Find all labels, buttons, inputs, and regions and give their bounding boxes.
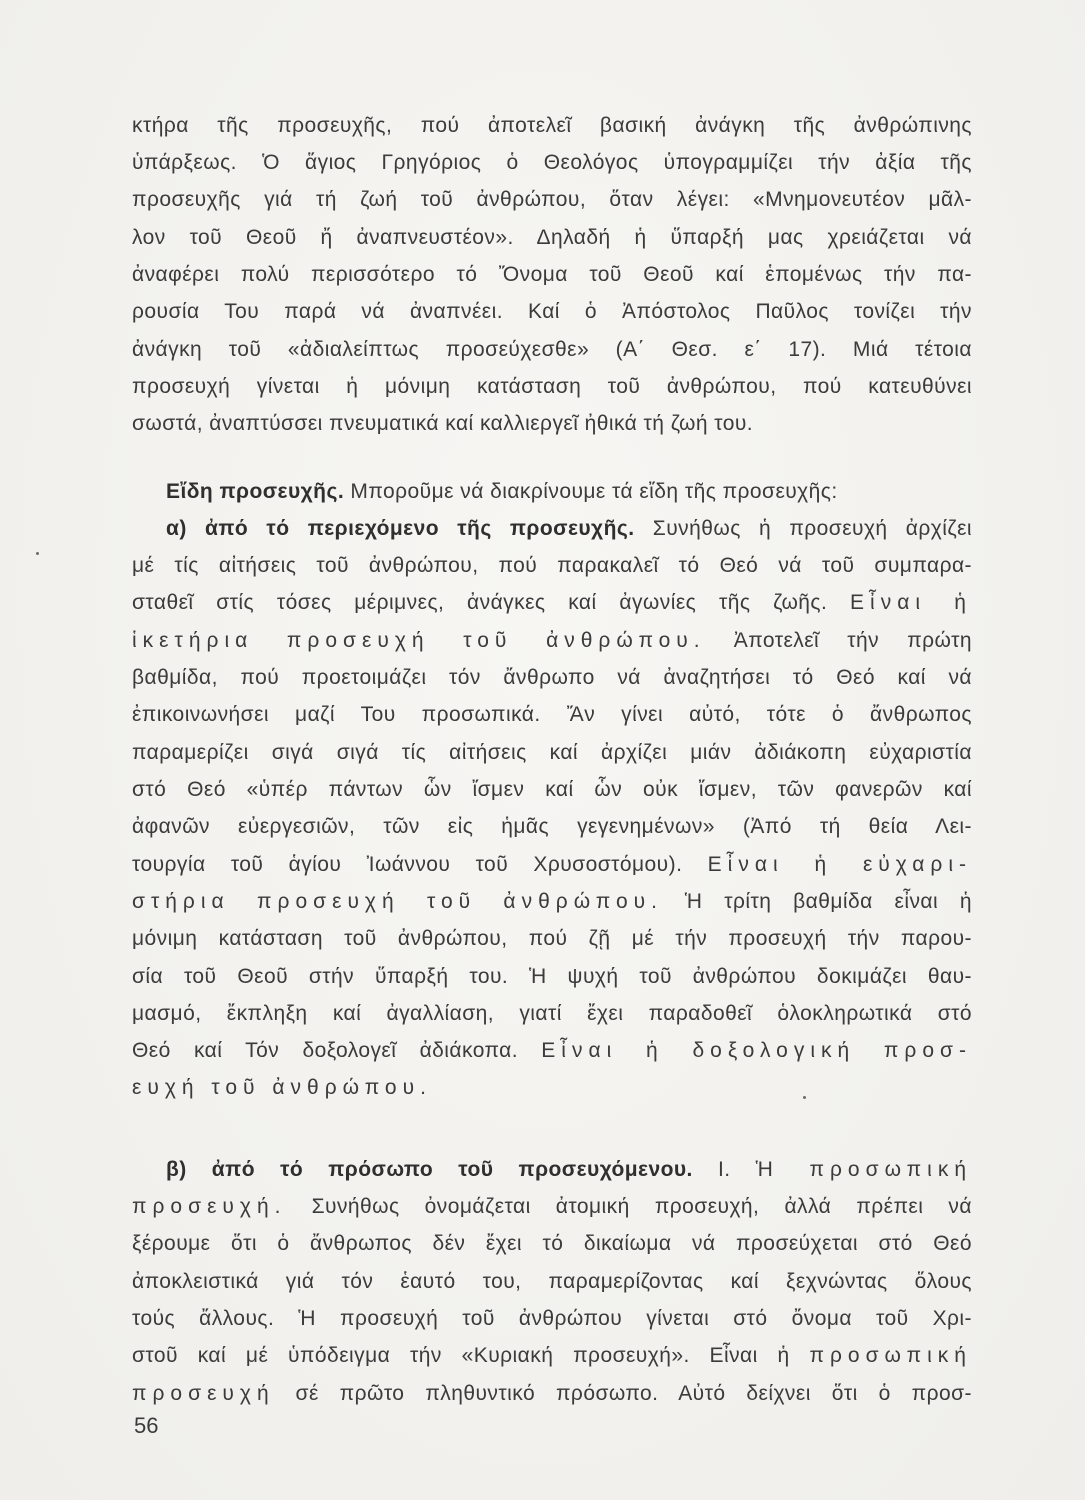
spaced-emphasis: προσευχή. xyxy=(132,1195,287,1218)
text-span: τουργία τοῦ ἁγίου Ἰωάννου τοῦ Χρυσοστόμου). xyxy=(132,853,683,876)
paragraph-line: ἀποκλειστικά γιά τόν ἑαυτό του, παραμερίζοντας καί ξεχνώντας ὅλους xyxy=(132,1270,972,1293)
paragraph-line: ἀναφέρει πολύ περισσότερο τό Ὄνομα τοῦ Θεοῦ καί ἑπομένως τήν πα- xyxy=(132,263,972,286)
paragraph-line: λον τοῦ Θεοῦ ἤ ἀναπνευστέον». Δηλαδή ἡ ὕπαρξή μας χρειάζεται νά xyxy=(132,226,972,249)
section-number: Ι. xyxy=(717,1158,731,1181)
paragraph-line xyxy=(132,1074,972,1102)
paragraph-line xyxy=(132,851,972,879)
subheading-a: α) ἀπό τό περιεχόμενο τῆς προσευχῆς. xyxy=(166,517,635,540)
paragraph-line: μασμό, ἔκπληξη καί ἀγαλλίαση, γιατί ἔχει παραδοθεῖ ὁλοκληρωτικά στό xyxy=(132,1002,972,1025)
section-heading-line xyxy=(166,478,972,506)
spaced-emphasis: ἱκετήρια προσευχή τοῦ ἀνθρώπου. xyxy=(132,629,706,652)
spaced-emphasis: Εἶναι ἡ xyxy=(850,591,972,614)
paragraph-line: προσευχή γίνεται ἡ μόνιμη κατάσταση τοῦ ἀνθρώπου, πού κατευθύνει xyxy=(132,375,972,398)
text-span: Θεό καί Τόν δοξολογεῖ ἀδιάκοπα. xyxy=(132,1039,519,1062)
paragraph-line xyxy=(132,627,972,655)
paragraph-line xyxy=(132,1193,972,1221)
text-span: στοῦ καί μέ ὑπόδειγμα τήν «Κυριακή προσευχή». Εἶναι ἡ xyxy=(132,1344,790,1367)
paragraph-line xyxy=(132,1380,972,1408)
spaced-emphasis: Εἶναι ἡ εὐχαρι- xyxy=(707,853,972,876)
paragraph-line xyxy=(132,1342,972,1370)
scan-speck xyxy=(803,1096,806,1099)
section-heading: Εἴδη προσευχῆς. xyxy=(166,480,345,503)
spaced-emphasis: στήρια προσευχή τοῦ ἀνθρώπου. xyxy=(132,890,663,913)
page-number: 56 xyxy=(134,1413,159,1438)
paragraph-line: βαθμίδα, πού προετοιμάζει τόν ἄνθρωπο νά ἀναζητήσει τό Θεό καί νά xyxy=(132,666,972,689)
paragraph-line: ὑπάρξεως. Ὁ ἅγιος Γρηγόριος ὁ Θεολόγος ὑπογραμμίζει τήν ἀξία τῆς xyxy=(132,151,972,174)
paragraph-line xyxy=(166,515,972,543)
paragraph-line xyxy=(132,888,972,916)
paragraph-line xyxy=(132,1037,972,1065)
spaced-emphasis: προσωπική xyxy=(809,1344,972,1367)
text-span: σταθεῖ στίς τόσες μέριμνες, ἀνάγκες καί ἀγωνίες τῆς ζωῆς. xyxy=(132,591,828,614)
paragraph-line: ἐπικοινωνήσει μαζί Του προσωπικά. Ἄν γίνει αὐτό, τότε ὁ ἄνθρωπος xyxy=(132,703,972,726)
spaced-emphasis: Εἶναι ἡ δοξολογική προσ- xyxy=(541,1039,972,1062)
paragraph-line: παραμερίζει σιγά σιγά τίς αἰτήσεις καί ἀρχίζει μιάν ἀδιάκοπη εὐχαριστία xyxy=(132,741,972,764)
paragraph-line: ἀνάγκη τοῦ «ἀδιαλείπτως προσεύχεσθε» (Α΄ Θεσ. ε΄ 17). Μιά τέτοια xyxy=(132,338,972,361)
paragraph-line: σία τοῦ Θεοῦ στήν ὕπαρξή του. Ἡ ψυχή τοῦ ἀνθρώπου δοκιμάζει θαυ- xyxy=(132,965,972,988)
text-span: Ἡ τρίτη βαθμίδα εἶναι ἡ xyxy=(684,890,972,913)
spaced-emphasis: Ἡ προσωπική xyxy=(755,1158,972,1181)
text-span: Ἀποτελεῖ τήν πρώτη xyxy=(733,629,972,652)
scan-speck xyxy=(36,552,39,555)
spaced-emphasis: προσευχή xyxy=(132,1382,275,1405)
paragraph-line: τούς ἄλλους. Ἡ προσευχή τοῦ ἀνθρώπου γίνεται στό ὄνομα τοῦ Χρι- xyxy=(132,1307,972,1330)
text-span: Συνήθως ὀνομάζεται ἀτομική προσευχή, ἀλλά πρέπει νά xyxy=(311,1195,972,1218)
subheading-b: β) ἀπό τό πρόσωπο τοῦ προσευχόμενου. xyxy=(166,1158,693,1181)
text-span: Συνήθως ἡ προσευχή ἀρχίζει xyxy=(652,517,972,540)
paragraph-line: ἀφανῶν εὐεργεσιῶν, τῶν εἰς ἡμᾶς γεγενημένων» (Ἀπό τή θεία Λει- xyxy=(132,815,972,838)
paragraph-line: κτήρα τῆς προσευχῆς, πού ἀποτελεῖ βασική ἀνάγκη τῆς ἀνθρώπινης xyxy=(132,114,972,137)
paragraph-line xyxy=(132,589,972,617)
paragraph-line: ξέρουμε ὅτι ὁ ἄνθρωπος δέν ἔχει τό δικαίωμα νά προσεύχεται στό Θεό xyxy=(132,1232,972,1255)
paragraph-line: μέ τίς αἰτήσεις τοῦ ἀνθρώπου, πού παρακαλεῖ τό Θεό νά τοῦ συμπαρα- xyxy=(132,554,972,577)
paragraph-line: προσευχῆς γιά τή ζωή τοῦ ἀνθρώπου, ὅταν λέγει: «Μνημονευτέον μᾶλ- xyxy=(132,188,972,211)
paragraph-line xyxy=(166,1156,972,1184)
section-intro: Μποροῦμε νά διακρίνουμε τά εἴδη τῆς προσευχῆς: xyxy=(350,480,838,503)
paragraph-line: σωστά, ἀναπτύσσει πνευματικά καί καλλιεργεῖ ἠθικά τή ζωή του. xyxy=(132,412,754,435)
paragraph-line: μόνιμη κατάσταση τοῦ ἀνθρώπου, πού ζῇ μέ τήν προσευχή τήν παρου- xyxy=(132,927,972,950)
paragraph-line: στό Θεό «ὑπέρ πάντων ὧν ἴσμεν καί ὧν οὐκ ἴσμεν, τῶν φανερῶν καί xyxy=(132,778,972,801)
spaced-emphasis: ευχή τοῦ ἀνθρώπου. xyxy=(132,1076,432,1099)
paragraph-line: ρουσία Του παρά νά ἀναπνέει. Καί ὁ Ἀπόστολος Παῦλος τονίζει τήν xyxy=(132,300,972,323)
text-span: σέ πρῶτο πληθυντικό πρόσωπο. Αὐτό δείχνει ὅτι ὁ προσ- xyxy=(295,1382,972,1405)
